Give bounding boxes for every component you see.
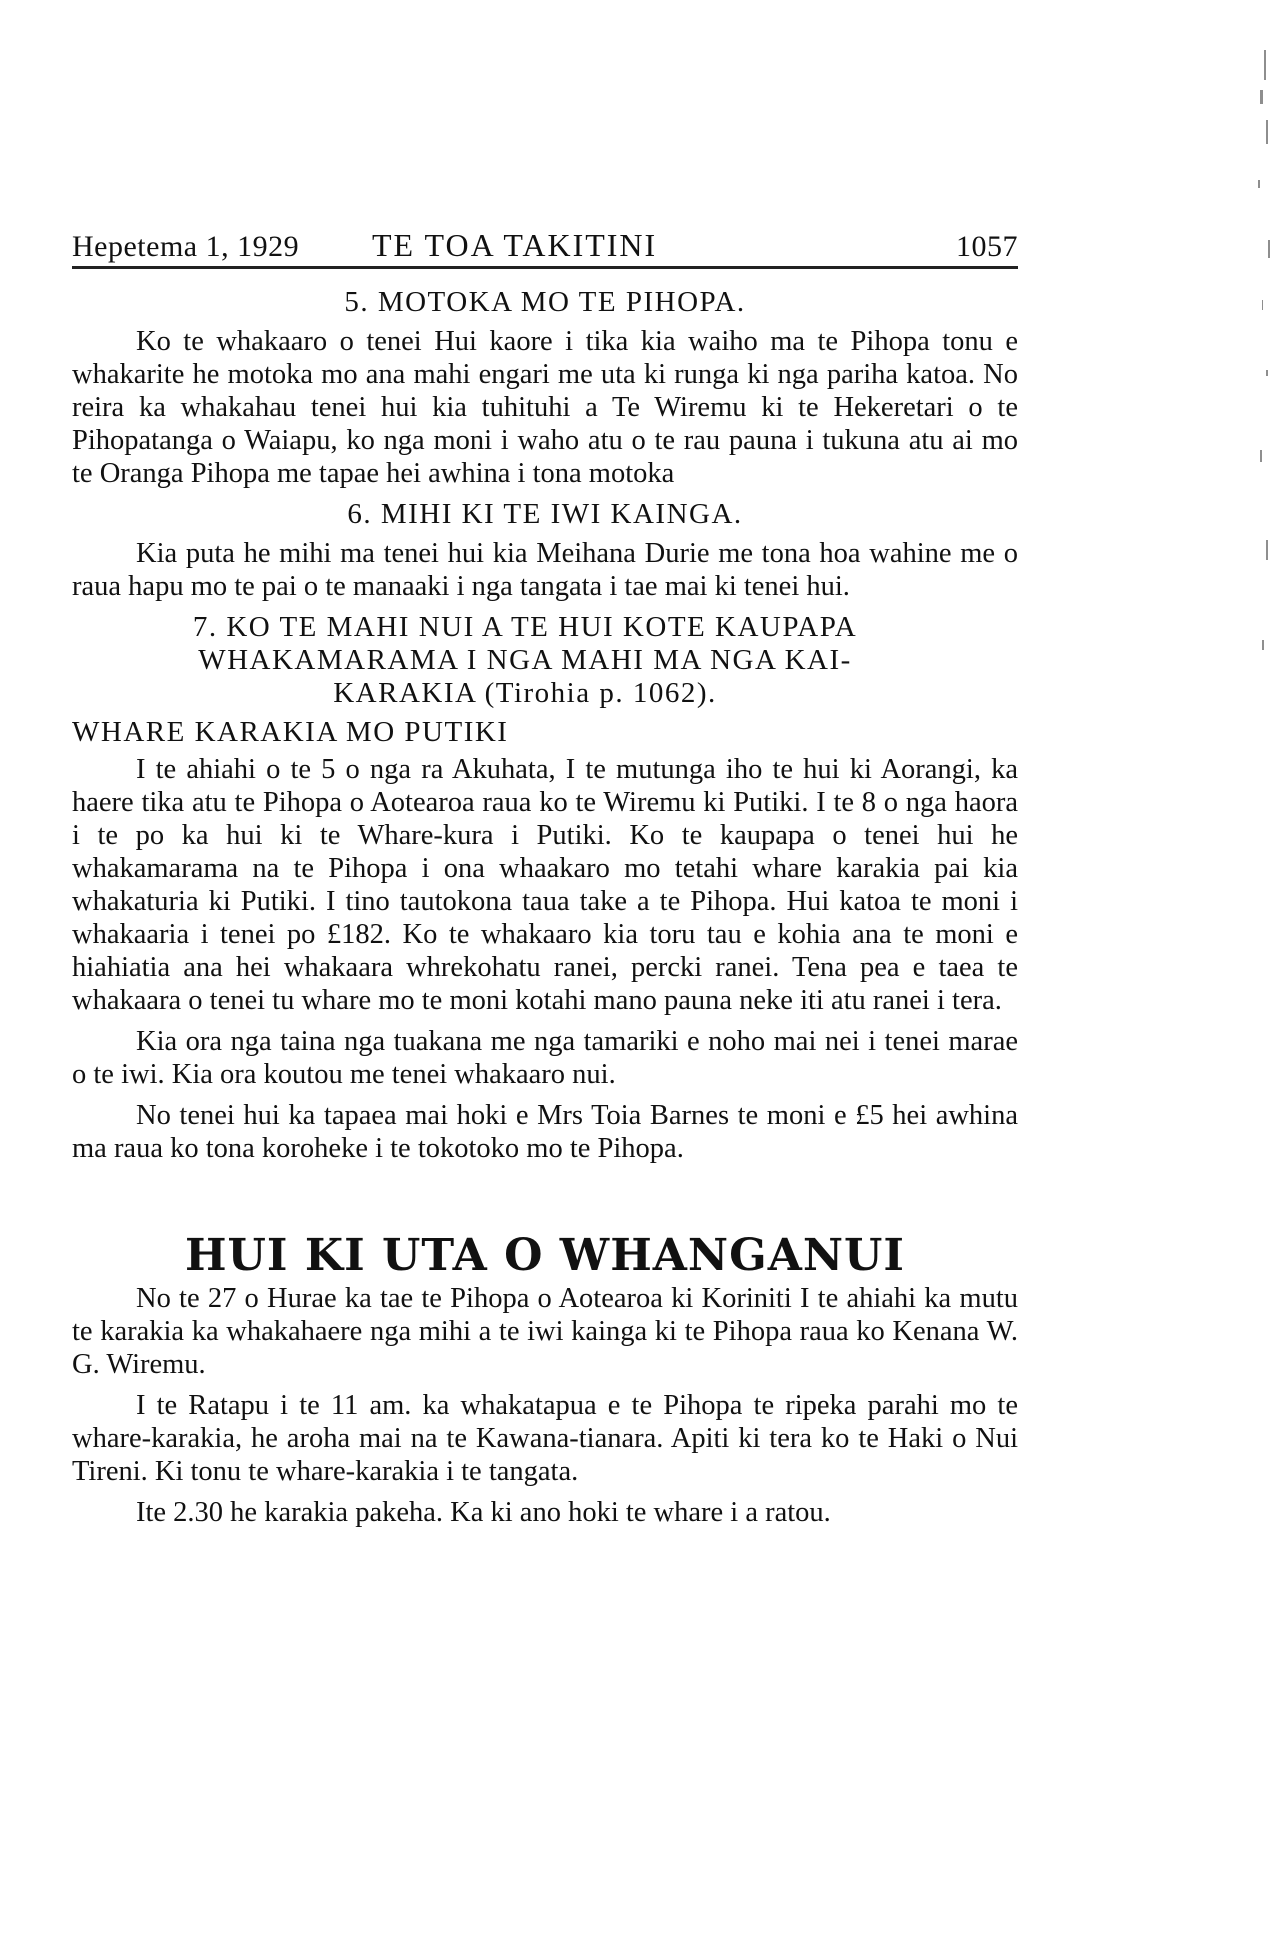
section-5-paragraph: Ko te whakaaro o tenei Hui kaore i tika kia waiho ma te Pihopa tonu e whakarite he motoka mo ana mahi engari me uta ki runga ki nga pariha katoa. No reira ka whakahau tenei hui kia tuhituhi a Te Wiremu ki te Hekeretari o te Pihopatanga o Waiapu, ko nga moni i waho atu o te rau pauna i tukuna atu ai mo te Oranga Pihopa me tapae hei awhina i tona motoka — [72, 326, 1018, 489]
article-body — [72, 278, 1018, 1529]
section-6-heading: 6. MIHI KI TE IWI KAINGA. — [347, 498, 743, 530]
putiki-heading: WHARE KARAKIA MO PUTIKI — [72, 716, 509, 748]
section-7-heading: 7. KO TE MAHI NUI A TE HUI KOTE KAUPAPA WHAKAMARAMA I NGA MAHI MA NGA KAI-KARAKIA (Tirohia p. 1062). — [192, 611, 858, 709]
header-rule — [72, 266, 1018, 269]
section-6-paragraph: Kia puta he mihi ma tenei hui kia Meihana Durie me tona hoa wahine me o raua hapu mo te pai o te manaaki i nga tangata i tae mai ki tenei hui. — [72, 538, 1018, 602]
putiki-paragraph-2: Kia ora nga taina nga tuakana me nga tamariki e noho mai nei i tenei marae o te iwi. Kia ora koutou me tenei whakaaro nui. — [72, 1026, 1018, 1090]
page-number: 1057 — [956, 230, 1018, 263]
putiki-paragraph-1: I te ahiahi o te 5 o nga ra Akuhata, I te mutunga iho te hui ki Aorangi, ka haere tika atu te Pihopa o Aotearoa raua ko te Wiremu ki Putiki. I te 8 o nga haora i te po ka hui ki te Whare-kura i Putiki. Ko te kaupapa o tenei hui he whakamarama na te Pihopa i ona whaakaro mo tetahi whare karakia pai kia whakaturia ki Putiki. I tino tautokona taua take a te Pihopa. Hui katoa te moni i whakaaria i tenei po £182. Ko te whakaaro kia toru tau e kohia ana te moni e hiahiatia ana hei whakaara whrekohatu ranei, percki ranei. Tena pea e taea te whakaara o tenei tu whare mo te moni kotahi mano pauna neke iti atu ranei i tera. — [72, 754, 1018, 1016]
running-head — [72, 220, 1018, 264]
journal-title: TE TOA TAKITINI — [372, 227, 658, 263]
document-page — [72, 0, 1018, 1953]
scan-edge-noise — [1254, 40, 1274, 740]
whanganui-paragraph-1: No te 27 o Hurae ka tae te Pihopa o Aotearoa ki Koriniti I te ahiahi ka mutu te karakia ka whakahaere nga mihi a te iwi kainga ki te Pihopa raua ko Kenana W. G. Wiremu. — [72, 1283, 1018, 1380]
whanganui-paragraph-3: Ite 2.30 he karakia pakeha. Ka ki ano hoki te whare i a ratou. — [136, 1497, 831, 1528]
issue-date: Hepetema 1, 1929 — [72, 230, 300, 263]
putiki-paragraph-3: No tenei hui ka tapaea mai hoki e Mrs Toia Barnes te moni e £5 hei awhina ma raua ko tona koroheke i te tokotoko mo te Pihopa. — [72, 1100, 1018, 1164]
section-5-heading: 5. MOTOKA MO TE PIHOPA. — [344, 286, 746, 318]
whanganui-title: HUI KI UTA O WHANGANUI — [184, 1230, 906, 1281]
whanganui-paragraph-2: I te Ratapu i te 11 am. ka whakatapua e te Pihopa te ripeka parahi mo te whare-karakia, he aroha mai na te Kawana-tianara. Apiti ki tera ko te Haki o Nui Tireni. Ki tonu te whare-karakia i te tangata. — [72, 1390, 1018, 1487]
